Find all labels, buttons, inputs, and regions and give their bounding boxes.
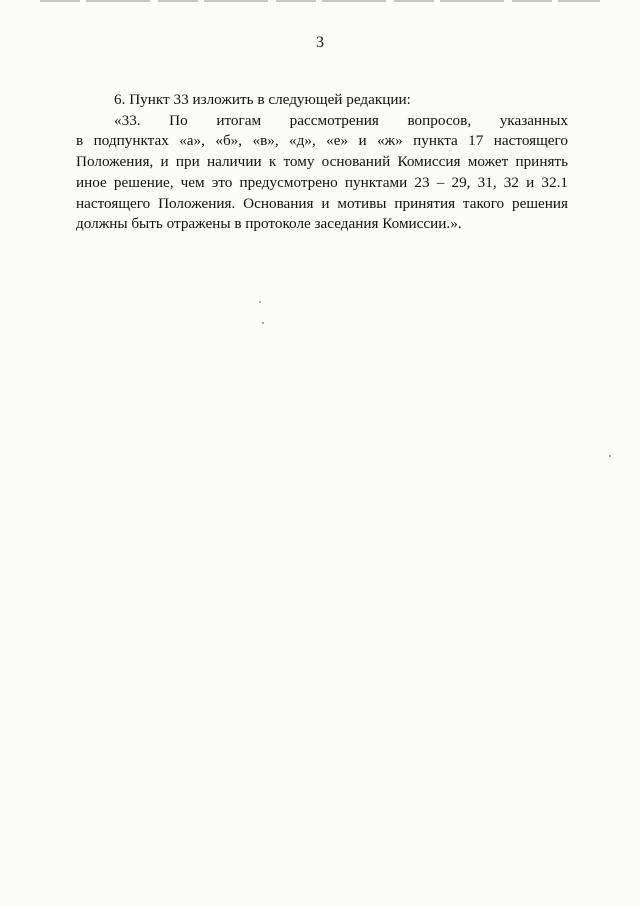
scan-speck: [262, 322, 264, 324]
quote-line-1: «33. По итогам рассмотрения вопросов, указанных: [114, 111, 568, 129]
scan-top-edge: [40, 0, 600, 2]
scan-speck: [259, 301, 261, 303]
quote-line-2: в подпунктах «а», «б», «в», «д», «е» и «ж» пункта 17 настоящего: [76, 132, 568, 150]
quote-line-4: иное решение, чем это предусмотрено пунктами 23 – 29, 31, 32 и 32.1: [76, 173, 568, 191]
document-body: [76, 90, 568, 235]
scan-speck: [609, 455, 611, 457]
quote-line-5: настоящего Положения. Основания и мотивы принятия такого решения: [76, 194, 568, 212]
page-number: 3: [316, 34, 324, 51]
item-heading: 6. Пункт 33 изложить в следующей редакции:: [114, 91, 411, 108]
quote-line-6: должны быть отражены в протоколе заседания Комиссии.».: [76, 215, 462, 233]
quote-line-3: Положения, и при наличии к тому оснований Комиссия может принять: [76, 153, 568, 171]
